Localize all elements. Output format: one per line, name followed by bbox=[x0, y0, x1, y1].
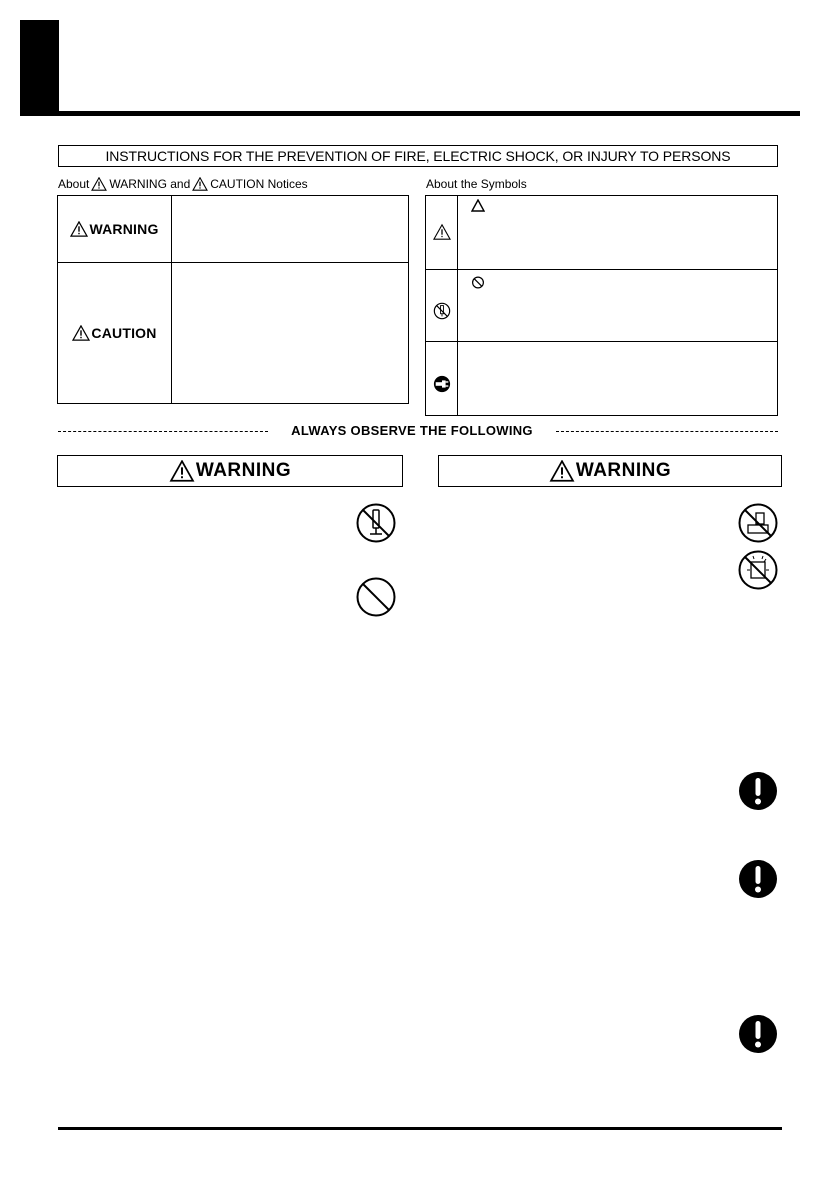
caution-triangle-icon bbox=[72, 325, 90, 341]
do-not-disassemble-icon bbox=[356, 503, 396, 543]
no-water-container-icon bbox=[738, 503, 778, 543]
left-warning-title-text: WARNING bbox=[195, 460, 292, 481]
dashed-separator-left bbox=[58, 431, 268, 432]
caution-triangle-icon bbox=[433, 223, 451, 241]
symbols-table bbox=[425, 195, 778, 416]
always-observe-heading: ALWAYS OBSERVE THE FOLLOWING bbox=[291, 423, 533, 438]
no-liquids-icon bbox=[738, 550, 778, 590]
right-warning-title-text: WARNING bbox=[575, 460, 672, 481]
warning-triangle-icon bbox=[169, 460, 195, 482]
prohibited-icon bbox=[356, 577, 396, 617]
table-divider bbox=[426, 341, 777, 342]
mandatory-icon bbox=[738, 1014, 778, 1054]
warning-label-text: WARNING bbox=[89, 221, 159, 237]
warning-triangle-icon bbox=[70, 221, 88, 237]
header-rule bbox=[59, 111, 800, 116]
warning-label bbox=[70, 221, 158, 237]
notice-definitions-table bbox=[57, 195, 409, 404]
notices-heading-about: About bbox=[58, 177, 90, 191]
caution-label-text: CAUTION bbox=[91, 324, 157, 341]
left-warning-box bbox=[57, 455, 403, 487]
mandatory-icon bbox=[738, 771, 778, 811]
chapter-tab-block bbox=[20, 20, 59, 116]
prohibited-symbol-icon bbox=[471, 276, 485, 289]
right-warning-box bbox=[438, 455, 782, 487]
warning-label-cell bbox=[58, 196, 172, 262]
table-divider bbox=[426, 269, 777, 270]
notices-heading-caution: CAUTION Notices bbox=[210, 177, 308, 191]
notices-heading-warning: WARNING and bbox=[109, 177, 191, 191]
instructions-banner: INSTRUCTIONS FOR THE PREVENTION OF FIRE, ELECTRIC SHOCK, OR INJURY TO PERSONS bbox=[58, 145, 778, 167]
warning-triangle-icon bbox=[549, 460, 575, 482]
caution-label-cell bbox=[58, 262, 172, 403]
right-warning-title bbox=[549, 460, 671, 482]
caution-label bbox=[72, 325, 156, 341]
do-not-disassemble-icon bbox=[433, 302, 451, 320]
left-warning-title bbox=[169, 460, 291, 482]
dashed-separator-right bbox=[556, 431, 778, 432]
symbols-heading: About the Symbols bbox=[426, 177, 527, 191]
unplug-icon bbox=[433, 375, 451, 393]
warning-triangle-icon bbox=[91, 177, 107, 191]
notices-heading bbox=[58, 176, 308, 192]
mandatory-icon bbox=[738, 859, 778, 899]
caution-triangle-icon bbox=[192, 177, 208, 191]
footer-rule bbox=[58, 1127, 782, 1130]
triangle-symbol-icon bbox=[471, 199, 485, 212]
